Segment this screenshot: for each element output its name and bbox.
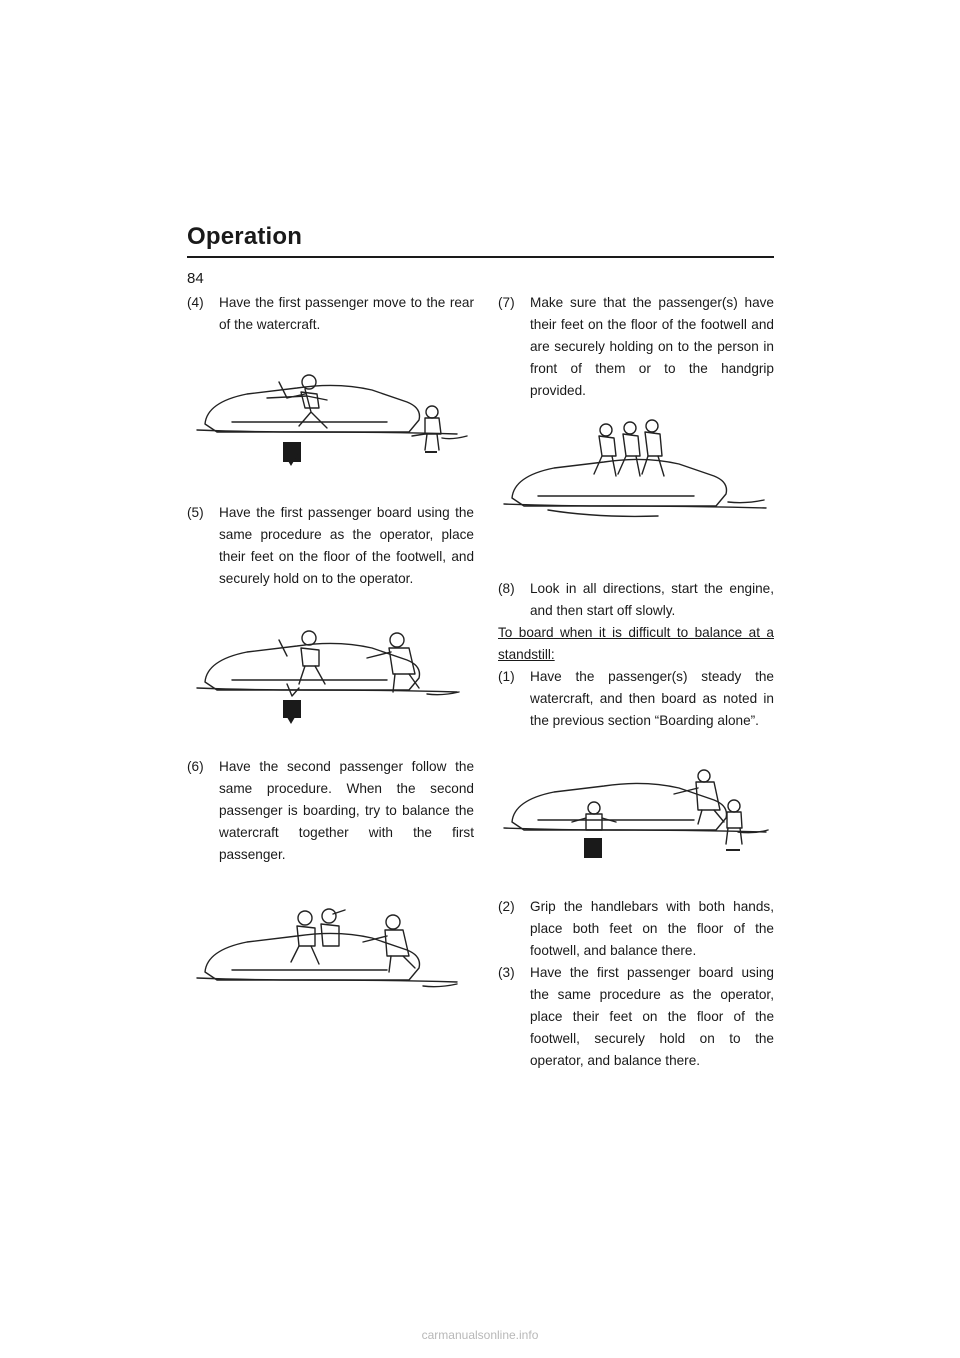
watercraft-boarding-illustration-icon: [498, 758, 774, 878]
step-text: Grip the handlebars with both hands, place both feet on the floor of the footwell, and balance there.: [530, 899, 774, 958]
illustration-first-passenger-boarding: [187, 608, 474, 736]
page-number: 84: [187, 270, 204, 287]
step-text: Have the second passenger follow the same procedure. When the second passenger is boarding, try to balance the watercraft together with the first passenger.: [219, 759, 474, 862]
right-column: [498, 292, 774, 1072]
step-text: Look in all directions, start the engine, and then start off slowly.: [530, 581, 774, 618]
sub-step-2: [498, 896, 774, 962]
watermark-footer: carmanualsonline.info: [421, 1328, 539, 1342]
watercraft-boarding-illustration-icon: [498, 416, 774, 538]
step-number: (6): [187, 759, 204, 774]
illustration-passenger-at-rear: [187, 342, 474, 480]
subheading-difficult-balance: To board when it is difficult to balance at a standstill:: [498, 625, 774, 662]
sub-step-1: [498, 666, 774, 732]
illustration-second-passenger-boarding: [187, 896, 474, 1014]
watercraft-boarding-illustration-icon: [187, 608, 474, 736]
step-number: (3): [498, 965, 515, 980]
page-header: [187, 222, 774, 258]
section-title: Operation: [187, 223, 303, 250]
header-rule: [187, 256, 774, 258]
watercraft-boarding-illustration-icon: [187, 896, 474, 1014]
left-column: [187, 292, 474, 1014]
step-number: (5): [187, 505, 204, 520]
watercraft-boarding-illustration-icon: [187, 342, 474, 480]
step-text: Have the first passenger board using the same procedure as the operator, place their feet on the floor of the footwell, securely hold on to the operator, and balance there.: [530, 965, 774, 1068]
step-number: (7): [498, 295, 515, 310]
step-number: (2): [498, 899, 515, 914]
step-text: Make sure that the passenger(s) have their feet on the floor of the footwell and are securely holding on to the person in front of them or to the handgrip provided.: [530, 295, 774, 398]
sub-step-3: [498, 962, 774, 1072]
illustration-three-riders-seated: [498, 416, 774, 538]
illustration-passengers-steadying: [498, 758, 774, 878]
step-text: Have the passenger(s) steady the watercraft, and then board as noted in the previous section “Boarding alone”.: [530, 669, 774, 728]
step-8: [498, 578, 774, 622]
step-6: [187, 756, 474, 866]
step-7: [498, 292, 774, 402]
step-4: [187, 292, 474, 336]
step-number: (8): [498, 581, 515, 596]
step-number: (1): [498, 669, 515, 684]
step-5: [187, 502, 474, 590]
step-text: Have the first passenger board using the same procedure as the operator, place their feet on the floor of the footwell, and securely hold on to the operator.: [219, 505, 474, 586]
step-number: (4): [187, 295, 204, 310]
step-text: Have the first passenger move to the rear of the watercraft.: [219, 295, 474, 332]
